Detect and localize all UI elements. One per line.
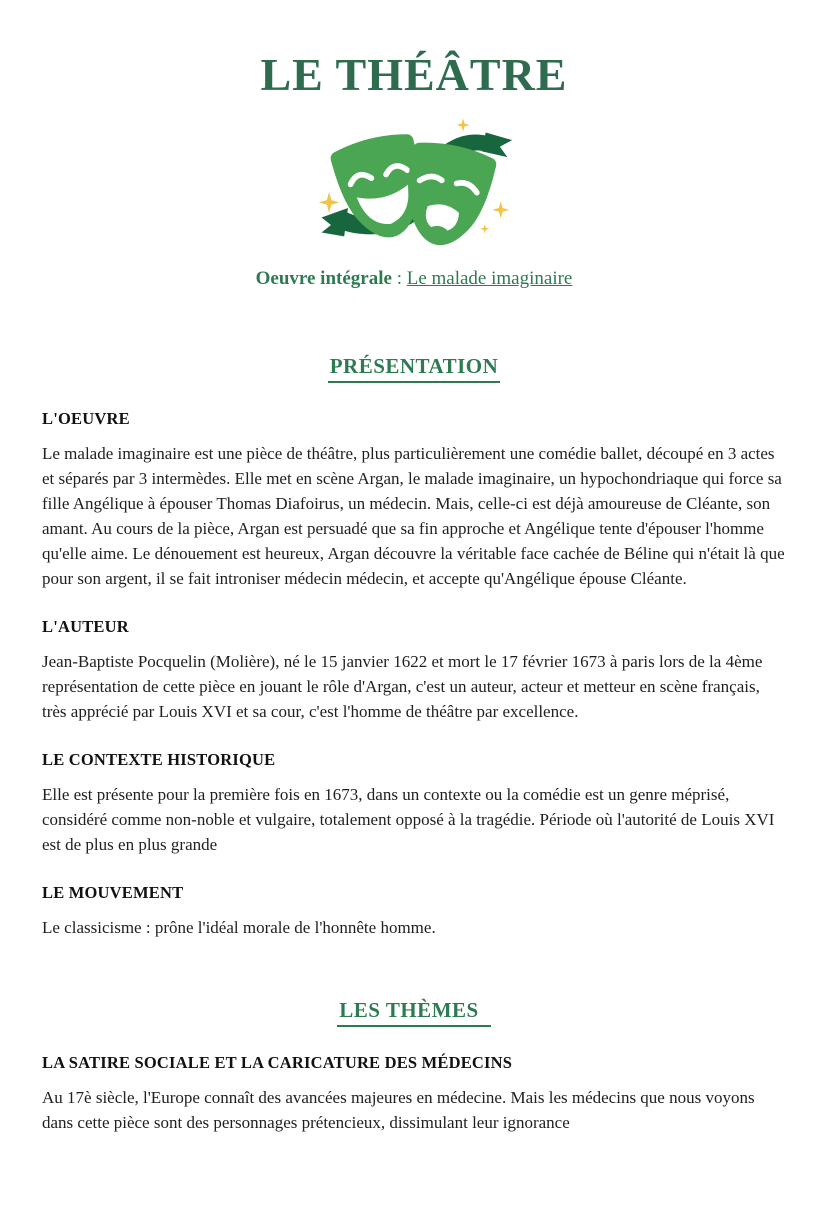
- work-subtitle-separator: :: [391, 268, 407, 289]
- section-heading-themes: LES THÈMES: [42, 998, 786, 1027]
- paragraph-contexte-historique: Elle est présente pour la première fois en 1673, dans un contexte ou la comédie est un genre méprisé, considéré comme non-noble et vulgaire, totalement opposé à la tragédie. Période où l'autorité de Louis XVI est de plus en plus grande: [42, 785, 775, 854]
- page-title: LE THÉÂTRE: [260, 49, 568, 100]
- paragraph-satire-sociale: Au 17è siècle, l'Europe connaît des avancées majeures en médecine. Mais les médecins que nous voyons dans cette pièce sont des personnages prétencieux, dissimulant leur ignorance: [42, 1088, 755, 1132]
- work-subtitle: [42, 268, 786, 290]
- subheading-loeuvre: L'OEUVRE: [42, 409, 130, 428]
- paragraph-lauteur: Jean-Baptiste Pocquelin (Molière), né le 15 janvier 1622 et mort le 17 février 1673 à paris lors de la 4ème représentation de cette pièce en jouant le rôle d'Argan, c'est un auteur, acteur et metteur en scène français, très apprécié par Louis XVI et sa cour, c'est l'homme de théâtre par excellence.: [42, 652, 763, 721]
- paragraph-mouvement: Le classicisme : prône l'idéal morale de l'honnête homme.: [42, 918, 436, 937]
- subheading-contexte-historique: LE CONTEXTE HISTORIQUE: [42, 750, 276, 769]
- work-subtitle-label: Oeuvre intégrale: [255, 268, 392, 289]
- paragraph-loeuvre: Le malade imaginaire est une pièce de théâtre, plus particulièrement une comédie ballet, découpé en 3 actes et séparés par 3 intermèdes. Elle met en scène Argan, le malade imaginaire, un hypochondriaque qui force sa fille Angélique à épouser Thomas Diafoirus, un médecin. Mais, celle-ci est déjà amoureuse de Cléante, son amant. Au cours de la pièce, Argan est persuadé que sa fin approche et Angélique tente d'épouser l'homme qu'elle aime. Le dénouement est heureux, Argan découvre la véritable face cachée de Béline qui n'était là que pour son argent, il se fait introniser médecin médecin, et accepte qu'Angélique épouse Cléante.: [42, 444, 785, 588]
- section-heading-presentation: PRÉSENTATION: [42, 354, 786, 383]
- theater-masks-icon: [42, 111, 786, 256]
- work-title-link[interactable]: Le malade imaginaire: [406, 268, 573, 289]
- subheading-lauteur: L'AUTEUR: [42, 617, 129, 636]
- subheading-mouvement: LE MOUVEMENT: [42, 883, 184, 902]
- subheading-satire-sociale: LA SATIRE SOCIALE ET LA CARICATURE DES MÉDECINS: [42, 1053, 513, 1072]
